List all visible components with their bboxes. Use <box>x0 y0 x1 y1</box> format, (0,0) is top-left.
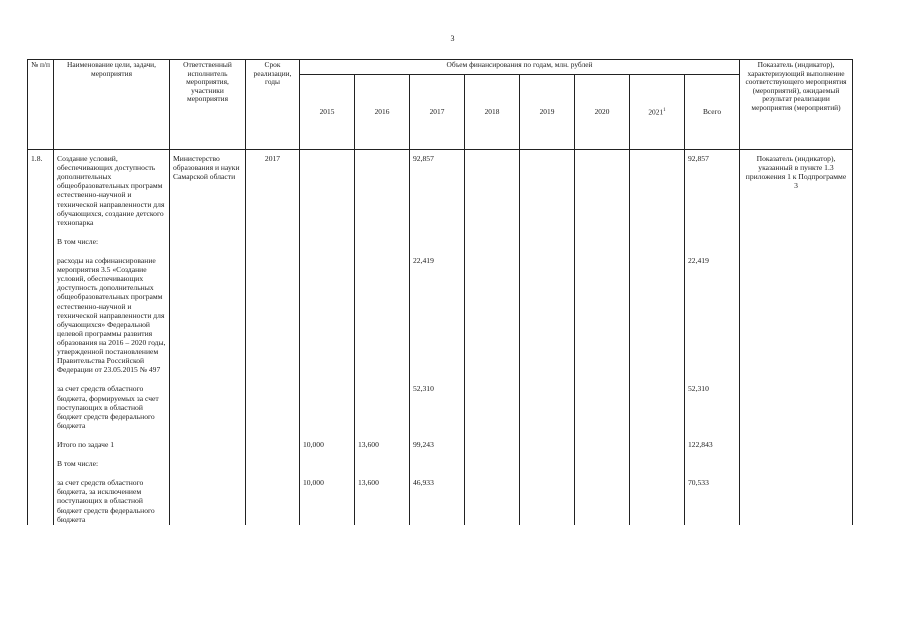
header-year-2020: 2020 <box>575 75 630 150</box>
row-name: Итого по задаче 1 <box>54 439 170 450</box>
row-name: В том числе: <box>54 458 170 469</box>
header-term: Срок реализации, годы <box>246 60 300 150</box>
budget-table <box>27 59 853 525</box>
cell-2015 <box>300 150 355 228</box>
cell-2016: 13,600 <box>355 477 410 525</box>
footnote-marker: 1 <box>663 107 666 113</box>
header-indicator: Показатель (индикатор), характеризующий выполнение соответствующего мероприятия (мероприятий), ожидаемый результат реализации мероприятия (мероприятий) <box>740 60 853 150</box>
row-indicator: Показатель (индикатор), указанный в пункте 1.3 приложения 1 к Подпрограмме 3 <box>740 150 853 228</box>
header-year-2017: 2017 <box>410 75 465 150</box>
header-responsible: Ответственный исполнитель мероприятия, участники мероприятия <box>170 60 246 150</box>
row-responsible: Министерство образования и науки Самарской области <box>170 150 246 228</box>
header-year-2021: 2021$^1$ <box>630 75 685 150</box>
header-name: Наименование цели, задачи, мероприятия <box>54 60 170 150</box>
cell-2019 <box>520 150 575 228</box>
cell-2017: 22,419 <box>410 255 465 375</box>
table-row <box>28 477 853 525</box>
page-number: 3 <box>450 34 455 43</box>
cell-2015: 10,000 <box>300 439 355 450</box>
cell-total: 122,843 <box>685 439 740 450</box>
table-row <box>28 383 853 431</box>
cell-2015: 10,000 <box>300 477 355 525</box>
header-year-2016: 2016 <box>355 75 410 150</box>
cell-2017: 46,933 <box>410 477 465 525</box>
cell-total: 22,419 <box>685 255 740 375</box>
cell-2018 <box>465 150 520 228</box>
row-term: 2017 <box>246 150 300 228</box>
cell-2017: 92,857 <box>410 150 465 228</box>
cell-total: 70,533 <box>685 477 740 525</box>
header-year-2018: 2018 <box>465 75 520 150</box>
row-number: 1.8. <box>28 150 54 228</box>
row-name: расходы на софинансирование мероприятия 3.5 «Создание условий, обеспечивающих доступность дополнительных общеобразовательных программ естественно-научной и технической направленности для обучающихся» Федеральной целевой программы развития образования на 2016 – 2020 годы, утвержденной постановлением Правительства Российской Федерации от 23.05.2015 № 497 <box>54 255 170 375</box>
cell-total: 52,310 <box>685 383 740 431</box>
header-year-2015: 2015 <box>300 75 355 150</box>
cell-2016 <box>355 150 410 228</box>
header-year-2019: 2019 <box>520 75 575 150</box>
row-name: Создание условий, обеспечивающих доступность дополнительных общеобразовательных программ естественно-научной и технической направленности для обучающихся, создание детского технопарка <box>54 150 170 228</box>
table-row <box>28 236 853 247</box>
cell-2016: 13,600 <box>355 439 410 450</box>
cell-2017: 52,310 <box>410 383 465 431</box>
header-funding: Объем финансирования по годам, млн. рублей <box>300 60 740 75</box>
cell-2020 <box>575 150 630 228</box>
cell-total: 92,857 <box>685 150 740 228</box>
header-no: № п/п <box>28 60 54 150</box>
table-row <box>28 439 853 450</box>
table-row <box>28 150 853 228</box>
header-total: Всего <box>685 75 740 150</box>
row-name: за счет средств областного бюджета, формируемых за счет поступающих в областной бюджет средств федерального бюджета <box>54 383 170 431</box>
table-row <box>28 255 853 375</box>
cell-2017: 99,243 <box>410 439 465 450</box>
row-name: В том числе: <box>54 236 170 247</box>
cell-2021 <box>630 150 685 228</box>
row-name: за счет средств областного бюджета, за исключением поступающих в областной бюджет средств федерального бюджета <box>54 477 170 525</box>
table-row <box>28 458 853 469</box>
